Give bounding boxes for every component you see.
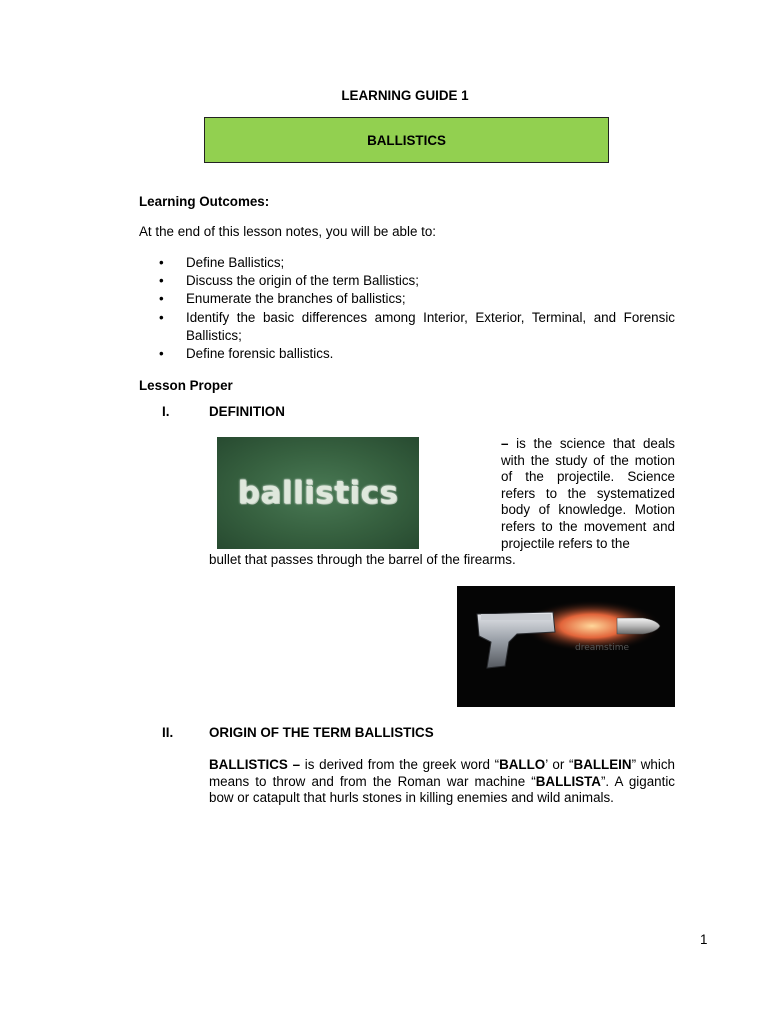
photo-watermark: dreamstime: [575, 643, 630, 653]
list-item: [139, 254, 675, 272]
origin-text-1: is derived from the greek word “: [300, 757, 500, 772]
section-number: I.: [162, 404, 170, 419]
list-item-text: Discuss the origin of the term Ballistics;: [186, 273, 419, 289]
origin-text-3: ” which means to throw and from the Roman war machine “: [209, 757, 675, 789]
origin-paragraph: [209, 757, 675, 807]
definition-dash: –: [501, 436, 509, 451]
bullet-shape: [617, 618, 660, 634]
section-title-definition: DEFINITION: [209, 404, 285, 419]
list-item-text: Enumerate the branches of ballistics;: [186, 291, 406, 307]
bullet-icon: •: [159, 291, 164, 307]
section-title-origin: ORIGIN OF THE TERM BALLISTICS: [209, 725, 434, 740]
topic-banner: [204, 117, 609, 163]
list-item: [139, 345, 675, 363]
list-item-text: Define forensic ballistics.: [186, 346, 334, 362]
outcomes-intro: At the end of this lesson notes, you will be able to:: [139, 224, 437, 239]
topic-banner-label: BALLISTICS: [367, 132, 446, 148]
definition-text: [501, 436, 675, 552]
lesson-proper-heading: Lesson Proper: [139, 378, 233, 393]
list-item: [139, 309, 675, 345]
origin-word-ballein: BALLEIN: [573, 757, 632, 772]
document-title: LEARNING GUIDE 1: [341, 88, 469, 103]
bullet-icon: •: [159, 309, 164, 325]
gun-bullet-image: [457, 586, 675, 707]
bullet-icon: •: [159, 273, 164, 289]
origin-text-2: ’ or “: [545, 757, 574, 772]
origin-word-ballista: BALLISTA: [535, 773, 601, 789]
list-item: [139, 272, 675, 290]
page-number: 1: [700, 932, 708, 947]
chalkboard-image: [217, 437, 419, 549]
origin-word-ballo: BALLO: [499, 757, 546, 772]
definition-continuation: bullet that passes through the barrel of the firearms.: [209, 552, 516, 567]
origin-term: BALLISTICS –: [209, 757, 301, 772]
list-item: [139, 290, 675, 308]
list-item-text: Identify the basic differences among Interior, Exterior, Terminal, and Forensic Ballistics;: [186, 309, 675, 343]
learning-outcomes-heading: Learning Outcomes:: [139, 194, 270, 209]
definition-body: is the science that deals with the study of the motion of the projectile. Science refers to the systematized body of knowledge. Motion refers to the movement and projectile refers to the: [501, 436, 675, 551]
bullet-icon: •: [159, 255, 164, 270]
chalkboard-word: ballistics: [237, 475, 399, 511]
pistol-barrel: [481, 614, 551, 620]
section-number: II.: [162, 725, 174, 740]
gun-bullet-illustration: [457, 586, 675, 707]
bullet-icon: •: [159, 346, 164, 362]
list-item-text: Define Ballistics;: [186, 255, 285, 270]
origin-text-4: ”. A gigantic bow or catapult that hurls stones in killing enemies and wild animals.: [209, 773, 675, 806]
outcomes-list: [139, 254, 675, 363]
